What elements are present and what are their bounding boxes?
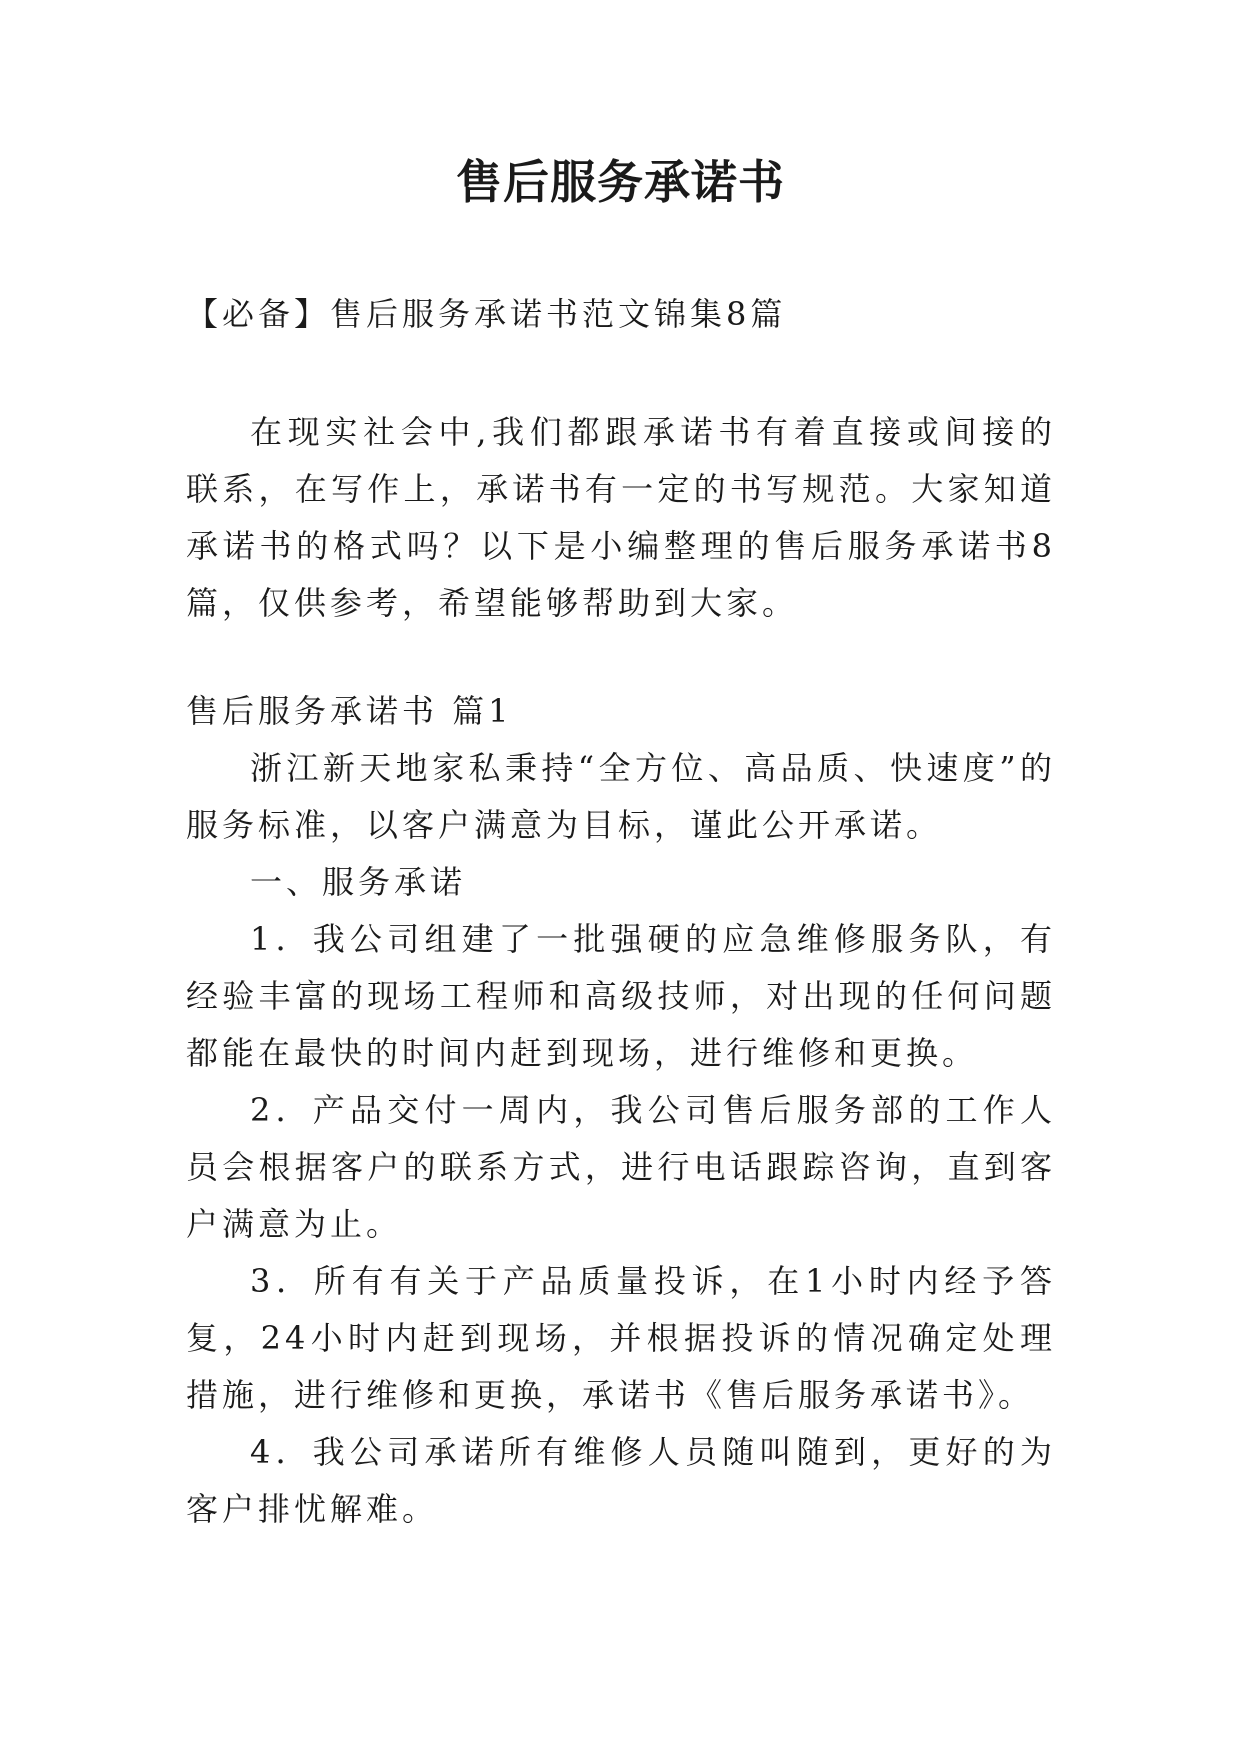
document-subtitle: 【必备】售后服务承诺书范文锦集8篇: [186, 295, 787, 333]
article-paragraph: 3．所有有关于产品质量投诉，在1小时内经予答复，24小时内赶到现场，并根据投诉的情况确定处理措施，进行维修和更换，承诺书《售后服务承诺书》。: [186, 1262, 1056, 1414]
article-section: [186, 683, 1056, 1538]
intro-paragraph: 在现实社会中,我们都跟承诺书有着直接或间接的联系，在写作上，承诺书有一定的书写规范。大家知道承诺书的格式吗？以下是小编整理的售后服务承诺书8篇，仅供参考，希望能够帮助到大家。: [186, 413, 1056, 622]
intro-section: [186, 404, 1056, 632]
article-paragraph: 2．产品交付一周内，我公司售后服务部的工作人员会根据客户的联系方式，进行电话跟踪咨询，直到客户满意为止。: [186, 1091, 1056, 1243]
document-title: 售后服务承诺书: [456, 155, 785, 209]
article-paragraph: 4．我公司承诺所有维修人员随叫随到，更好的为客户排忧解难。: [186, 1433, 1056, 1528]
article-paragraph: 浙江新天地家私秉持“全方位、高品质、快速度”的服务标准，以客户满意为目标，谨此公开承诺。: [186, 749, 1056, 844]
article-section-heading: 一、服务承诺: [250, 863, 467, 901]
article-heading: 售后服务承诺书 篇1: [186, 692, 513, 730]
article-paragraph: 1．我公司组建了一批强硬的应急维修服务队，有经验丰富的现场工程师和高级技师，对出现的任何问题都能在最快的时间内赶到现场，进行维修和更换。: [186, 920, 1056, 1072]
